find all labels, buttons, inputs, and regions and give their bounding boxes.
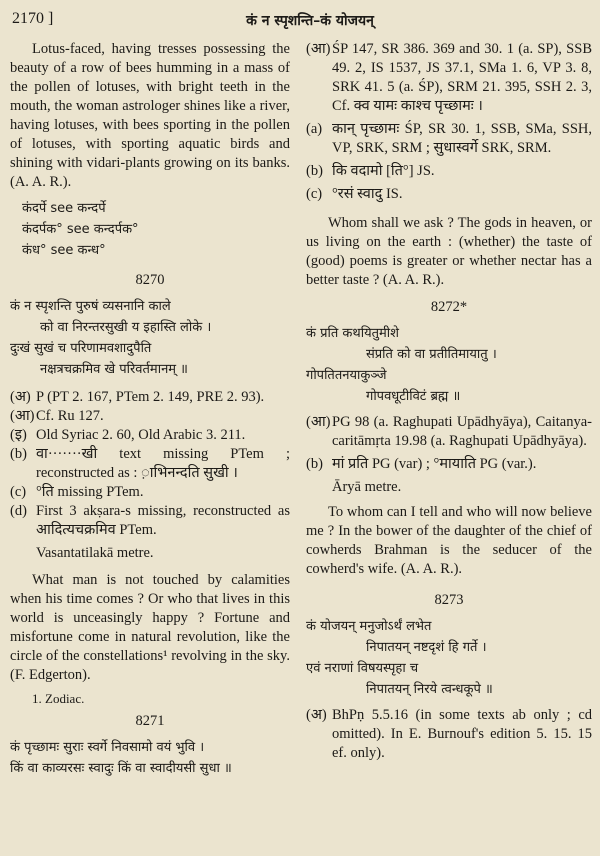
note-label: (इ)	[10, 427, 27, 443]
page-number: 2170 ]	[12, 10, 54, 27]
source-note	[306, 413, 592, 451]
variant-note	[306, 455, 592, 474]
variant-note	[306, 185, 592, 204]
note-label: (अ)	[10, 389, 31, 405]
verse-line: संप्रति को वा प्रतीतिमायातु ।	[366, 347, 497, 362]
note-text: कान् पृच्छामः ŚP, SR 30. 1, SSB, SMa, SSH, VP, SRK, SRM ; सुधास्वर्गे SRK, SRM.	[332, 121, 592, 156]
variant-note	[10, 445, 290, 483]
verse-line: को वा निरन्तरसुखी य इहास्ति लोके ।	[40, 320, 212, 335]
note-label: (b)	[306, 163, 323, 179]
note-text: Cf. Ru 127.	[36, 408, 104, 424]
verse-line: गोपवधूटीविटं ब्रह्म ॥	[366, 389, 461, 404]
note-text: P (PT 2. 167, PTem 2. 149, PRE 2. 93).	[36, 389, 265, 405]
variant-note	[306, 120, 592, 158]
metre-label: Vasantatilakā metre.	[36, 545, 154, 561]
note-label: (d)	[10, 503, 27, 519]
right-column	[306, 40, 592, 763]
footnote: 1. Zodiac.	[32, 691, 85, 706]
translation-verse-8269: Lotus-faced, having tresses possessing the beauty of a row of bees humming in a mass of the pollen of lotuses, with bright teeth in the mouth, the woman astrologer shines like a river, having lotuses, with bees sporting in the pollen of lotuses, with sporting aquatic birds and shining with vidari-plants growing on its banks. (A. A. R.).	[10, 41, 290, 190]
verse-line: कं न स्पृशन्ति पुरुषं व्यसनानि काले	[10, 299, 171, 314]
note-text: °रसं स्वादु IS.	[332, 186, 403, 202]
page-header	[0, 10, 600, 34]
note-label: (आ)	[306, 414, 331, 430]
note-label: (a)	[306, 121, 323, 137]
note-text: PG 98 (a. Raghupati Upādhyāya), Caitanya-caritāmṛta 19.98 (a. Raghupati Upādhyāya).	[332, 414, 592, 449]
left-column	[10, 40, 290, 779]
note-text: °ति missing PTem.	[36, 484, 144, 500]
verse-line: कं योजयन् मनुजोऽर्थं लभेत	[306, 619, 432, 634]
source-note	[306, 706, 592, 763]
source-note	[306, 40, 592, 116]
verse-line: नक्षत्रचक्रमिव खे परिवर्तमानम् ॥	[40, 362, 188, 377]
variant-note	[10, 502, 290, 540]
note-text: कि वदामो [ति°] JS.	[332, 163, 435, 179]
verse-line: किं वा काव्यरसः स्वादुः किं वा स्वादीयसी सुधा ॥	[10, 761, 232, 776]
translation-verse-8271: Whom shall we ask ? The gods in heaven, or us living on the earth : (whether) the taste of (good) poems is greater or whether nectar has a better taste ? (A. A. R.).	[306, 215, 592, 288]
cross-reference: कंदर्पे see कन्दर्पे	[22, 201, 106, 216]
note-text: मां प्रति PG (var) ; °मायाति PG (var.).	[332, 456, 537, 472]
note-text: BhPṇ 5.5.16 (in some texts ab only ; cd omitted). In E. Burnouf's edition 5. 15. 15 ef. only).	[332, 707, 592, 761]
note-label: (c)	[10, 484, 27, 500]
metre-label: Āryā metre.	[332, 479, 402, 495]
variant-note	[306, 162, 592, 181]
verse-number: 8270	[135, 272, 165, 288]
verse-number: 8272*	[430, 299, 468, 315]
note-label: (आ)	[10, 408, 35, 424]
verse-number: 8271	[135, 713, 165, 729]
verse-line: एवं नराणां विषयस्पृहा च	[306, 661, 419, 676]
verse-line: कं प्रति कथयितुमीशे	[306, 326, 400, 341]
source-note	[10, 426, 290, 445]
running-title: कं न स्पृशन्ति–कं योजयन्	[246, 13, 374, 29]
source-note	[10, 388, 290, 407]
source-note	[10, 407, 290, 426]
verse-number: 8273	[434, 592, 464, 608]
note-label: (b)	[10, 446, 27, 462]
verse-line: कं पृच्छामः सुराः स्वर्गे निवसामो वयं भुवि ।	[10, 740, 205, 755]
note-label: (अ)	[306, 707, 327, 723]
cross-reference: कंदर्पक° see कन्दर्पक°	[22, 222, 139, 237]
translation-verse-8270: What man is not touched by calamities when his time comes ? Or who that lives in this world is unceasingly happy ? Fortune and misfortune come in natural revolution, like the circle of the constellations¹ revolving in the sky. (F. Edgerton).	[10, 572, 290, 683]
translation-verse-8272: To whom can I tell and who will now believe me ? In the bower of the daughter of the chief of cowherds Brahman is the seducer of the cowherd's wife. (A. A. R.).	[306, 504, 592, 577]
cross-reference: कंध° see कन्ध°	[22, 243, 106, 258]
note-text: वा·······खी text missing PTem ; reconstructed as : ़ाभिनन्दति सुखी ।	[36, 446, 290, 481]
verse-line: निपातयन् निरये त्वन्धकूपे ॥	[366, 682, 493, 697]
note-label: (c)	[306, 186, 323, 202]
note-text: First 3 akṣara-s missing, reconstructed as आदित्यचक्रमिव PTem.	[36, 503, 290, 538]
note-label: (आ)	[306, 41, 331, 57]
verse-line: गोपतितनयाकुञ्जे	[306, 368, 387, 383]
variant-note	[10, 483, 290, 502]
note-text: Old Syriac 2. 60, Old Arabic 3. 211.	[36, 427, 246, 443]
note-label: (b)	[306, 456, 323, 472]
note-text: ŚP 147, SR 386. 369 and 30. 1 (a. SP), SSB 49. 2, IS 1537, JS 37.1, SMa 1. 6, VP 3. 8, SRK 41. 5 (a. ŚP), SRM 21. 395, SSH 2. 3, Cf. क्व यामः काश्च पृच्छामः ।	[332, 41, 592, 114]
verse-line: दुःखं सुखं च परिणामवशादुपैति	[10, 341, 152, 356]
verse-line: निपातयन् नष्टदृशं हि गर्ते ।	[366, 640, 487, 655]
